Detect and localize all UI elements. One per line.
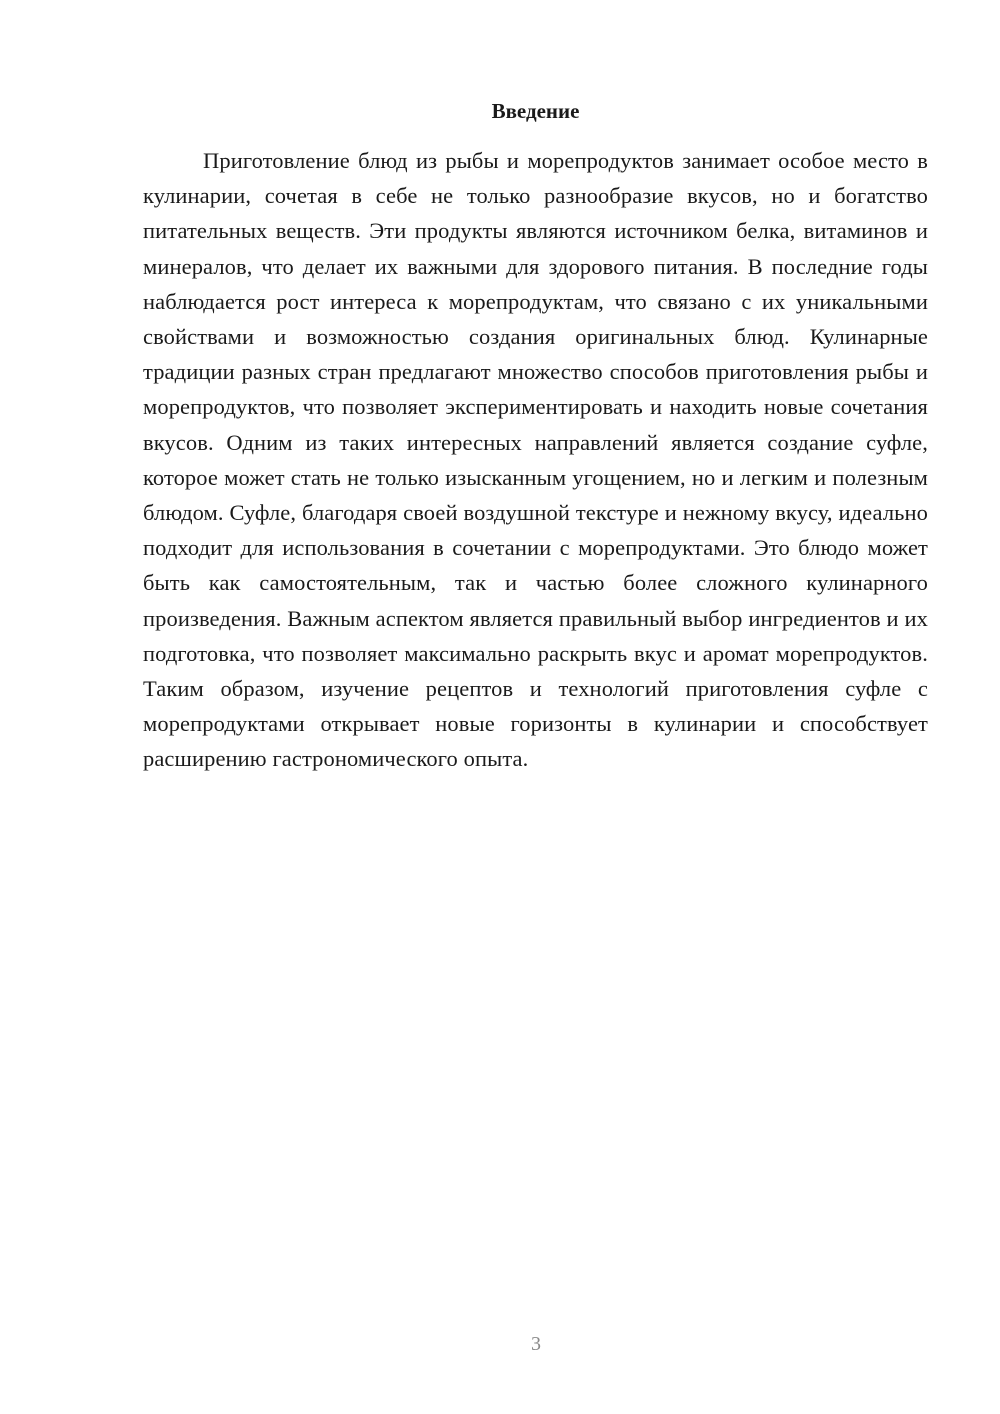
intro-paragraph: Приготовление блюд из рыбы и морепродуктов занимает особое место в кулинарии, сочетая в себе не только разнообразие вкусов, но и богатство питательных веществ. Эти продукты являются источником белка, витаминов и минералов, что делает их важными для здорового питания. В последние годы наблюдается рост интереса к морепродуктам, что связано с их уникальными свойствами и возможностью создания оригинальных блюд. Кулинарные традиции разных стран предлагают множество способов приготовления рыбы и морепродуктов, что позволяет экспериментировать и находить новые сочетания вкусов. Одним из таких интересных направлений является создание суфле, которое может стать не только изысканным угощением, но и легким и полезным блюдом. Суфле, благодаря своей воздушной текстуре и нежному вкусу, идеально подходит для использования в сочетании с морепродуктами. Это блюдо может быть как самостоятельным, так и частью более сложного кулинарного произведения. Важным аспектом является правильный выбор ингредиентов и их подготовка, что позволяет максимально раскрыть вкус и аромат морепродуктов. Таким образом, изучение рецептов и технологий приготовления суфле с морепродуктами открывает новые горизонты в кулинарии и способствует расширению гастрономического опыта. [143, 148, 928, 772]
page-number: 3 [531, 1333, 541, 1355]
section-heading: Введение [491, 99, 580, 123]
